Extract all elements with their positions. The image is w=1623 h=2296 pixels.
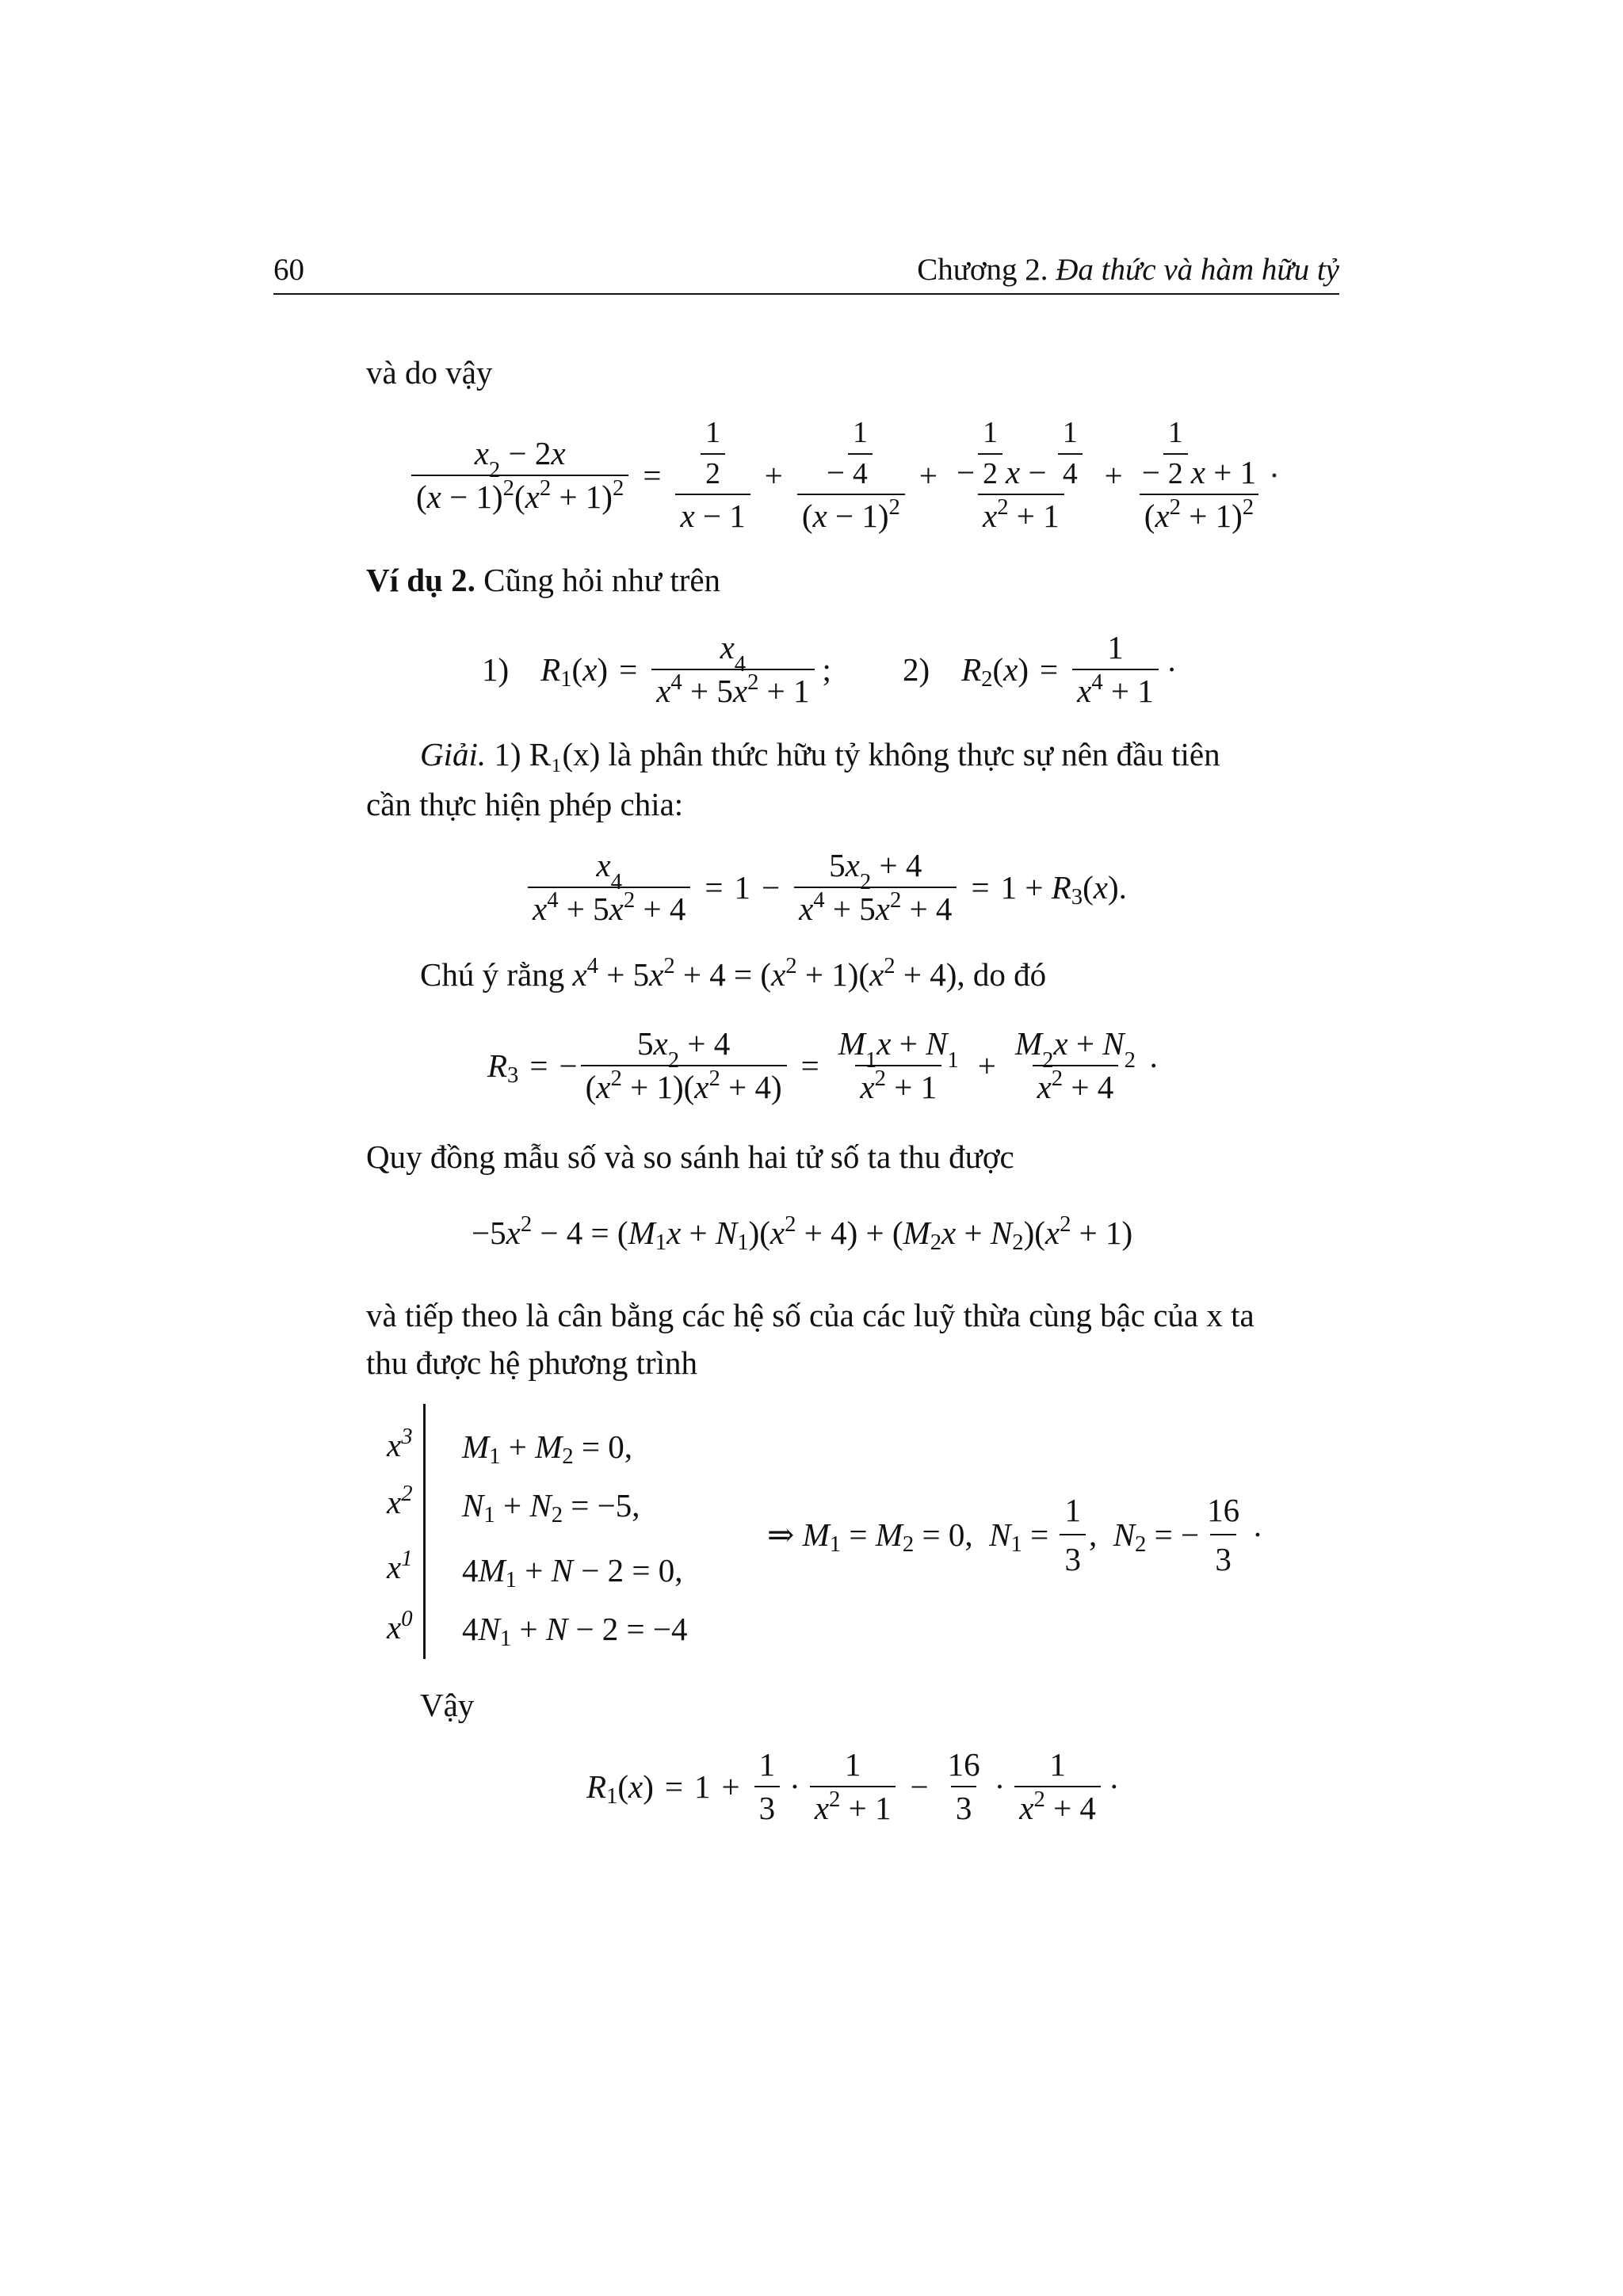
- system-row-4: $4N_1 + N - 2 = -4$: [462, 1611, 688, 1652]
- frac-term1: $\frac{\frac{1}{2}}{x - 1}$: [675, 418, 750, 532]
- system-divider: [423, 1404, 426, 1659]
- example-heading: [366, 564, 720, 597]
- equation-numerators: $-5x^2 - 4 = (M_1x + N_1)(x^2 + 4) + (M_2x + N_2)(x^2 + 1)$: [472, 1211, 1133, 1256]
- solution-line-1: [420, 738, 1220, 771]
- frac-div-lhs: x 4 $x^4 + 5x^2 + 4$: [528, 849, 690, 925]
- equation-system: [379, 1404, 1409, 1665]
- equation-r3: $R_3$ = − 5 x 2 + 4 $(x^2 + 1)(x^2 + 4)$ = M 1 x + N 1 $x^2 + 1$ + M 2 x + N 2 $x^2 + 4$ ·: [487, 1025, 1159, 1105]
- chapter-title: Đa thức và hàm hữu tỷ: [1056, 253, 1339, 287]
- coef-label-x3: $x^3$: [387, 1424, 413, 1463]
- conclusion-text: Vậy: [420, 1687, 475, 1723]
- balance-line-2: thu được hệ phương trình: [366, 1344, 698, 1381]
- frac-term4: − $\frac{1}{2}$ x + 1 $(x^2 + 1)^2$: [1137, 418, 1261, 532]
- coef-label-x1: $x^1$: [387, 1546, 413, 1585]
- frac-m2n2: M 2 x + N 2 $x^2 + 4$: [1014, 1025, 1136, 1105]
- example-text: Cũng hỏi như trên: [483, 562, 721, 598]
- system-result: ⇒ $M_1 = M_2 = 0$, $N_1$ = $\frac{1}{3}$ , $N_2$ = − $\frac{16}{3}$ ·: [767, 1492, 1263, 1577]
- item-2-label: 2): [902, 650, 930, 688]
- note-line: Chú ý rằng $x^4 + 5x^2 + 4 = (x^2 + 1)(x^2 + 4)$, do đó: [420, 953, 1047, 993]
- frac-final-c: $\frac{16}{3}$: [947, 1746, 980, 1826]
- system-row-2: $N_1 + N_2 = -5$,: [462, 1487, 640, 1528]
- frac-lhs: x 2 − 2 x $(x - 1)^2(x^2 + 1)^2$: [411, 437, 628, 513]
- balance-line-1: và tiếp theo là cân bằng các hệ số của các luỹ thừa cùng bậc của x ta: [366, 1297, 1254, 1333]
- item-1-label: 1): [482, 650, 510, 688]
- solution-label: Giải.: [420, 736, 487, 772]
- equation-partial-fractions: x 2 − 2 x $(x - 1)^2(x^2 + 1)^2$ = $\frac{\frac{1}{2}}{x - 1}$ + − $\frac{1}{4}$ $(x - 1)^2$ + − $\frac{1}{2}$ x − $\frac{1}{4}$ $x^2 + 1$ + − $\frac{1}{2}$ x + 1 $(x^2 + 1)^2$ ·: [408, 412, 1280, 539]
- chapter-heading: [917, 252, 1339, 288]
- frac-div-rhs: 5 x 2 + 4 $x^4 + 5x^2 + 4$: [794, 849, 957, 925]
- frac-r3: 5 x 2 + 4 $(x^2 + 1)(x^2 + 4)$: [581, 1028, 787, 1104]
- equation-problem: 1) $R_1(x)$ = x 4 $x^4 + 5x^2 + 1$ ; 2) $R_2(x)$ = $\frac{1}{x^4 + 1}$ ·: [482, 629, 1178, 709]
- solution-line-2: cần thực hiện phép chia:: [366, 786, 684, 822]
- coef-label-x0: $x^0$: [387, 1606, 413, 1646]
- intro-text: và do vậy: [366, 354, 493, 391]
- frac-final-d: $\frac{1}{x^2 + 4}$: [1014, 1749, 1101, 1825]
- equation-final: $R_1(x)$ = 1 + $\frac{1}{3}$ · $\frac{1}{x^2 + 1}$ − $\frac{16}{3}$ · $\frac{1}{x^2 + 4}$ ·: [586, 1746, 1120, 1826]
- page-number: 60: [273, 253, 304, 287]
- coef-label-x2: $x^2$: [387, 1481, 413, 1520]
- frac-r1: x 4 $x^4 + 5x^2 + 1$: [651, 631, 814, 707]
- frac-final-a: $\frac{1}{3}$: [754, 1749, 781, 1825]
- equation-division: x 4 $x^4 + 5x^2 + 4$ = 1 − 5 x 2 + 4 $x^4 + 5x^2 + 4$ = $1 + R_3(x)$.: [525, 840, 1127, 935]
- running-header: [273, 252, 1339, 295]
- note-prefix: Chú ý rằng: [420, 956, 565, 993]
- example-label: Ví dụ 2.: [366, 562, 475, 598]
- frac-final-b: $\frac{1}{x^2 + 1}$: [810, 1749, 896, 1825]
- frac-r2: $\frac{1}{x^4 + 1}$: [1072, 631, 1159, 707]
- frac-m1n1: M 1 x + N 1 $x^2 + 1$: [838, 1025, 959, 1105]
- frac-n1: $\frac{1}{3}$: [1060, 1491, 1086, 1578]
- solution-text: 1) R₁(x) là phân thức hữu tỷ không thực sự nên đầu tiên: [486, 736, 1220, 772]
- frac-term3: − $\frac{1}{2}$ x − $\frac{1}{4}$ $x^2 + 1$: [952, 418, 1090, 532]
- system-row-3: $4M_1 + N - 2 = 0$,: [462, 1552, 683, 1593]
- compare-text: Quy đồng mẫu số và so sánh hai tử số ta thu được: [366, 1138, 1014, 1175]
- frac-n2: $\frac{16}{3}$: [1207, 1492, 1240, 1577]
- chapter-prefix: Chương 2.: [917, 253, 1048, 287]
- note-suffix: , do đó: [957, 956, 1047, 993]
- system-row-1: $M_1 + M_2 = 0$,: [462, 1428, 632, 1470]
- frac-term2: − $\frac{1}{4}$ $(x - 1)^2$: [797, 418, 905, 532]
